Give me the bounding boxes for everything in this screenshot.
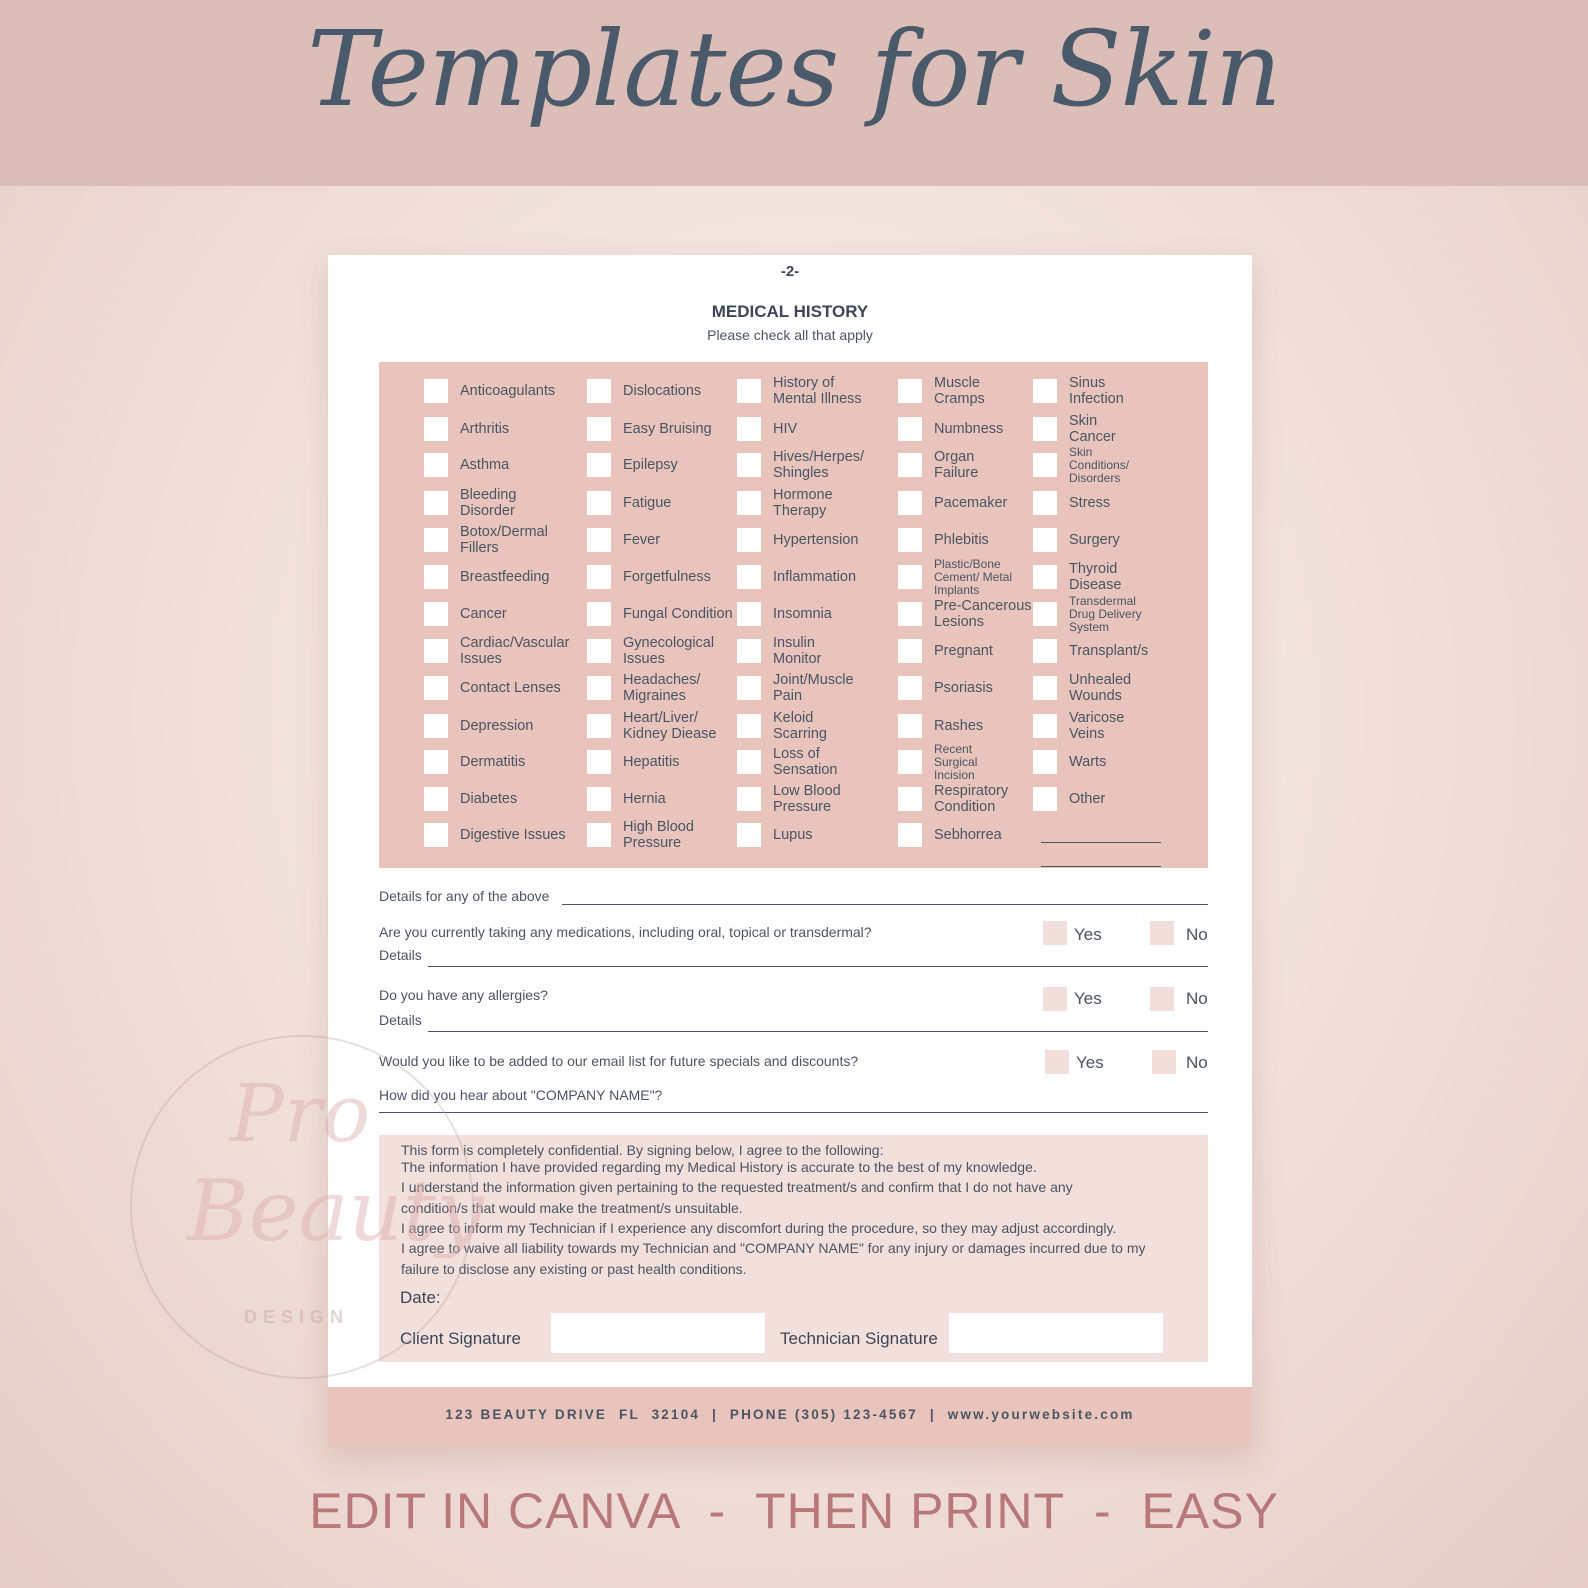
condition-label: HIV — [773, 421, 798, 437]
medications-yes-label: Yes — [1074, 925, 1102, 944]
condition-checkbox[interactable] — [1033, 379, 1057, 403]
condition-label: Hernia — [623, 791, 666, 807]
condition-checkbox[interactable] — [424, 787, 448, 811]
condition-label: Organ Failure — [934, 449, 979, 481]
email-yes-checkbox[interactable] — [1045, 1050, 1069, 1074]
condition-label: Hepatitis — [623, 754, 680, 770]
condition-checkbox[interactable] — [1033, 528, 1057, 552]
condition-checkbox[interactable] — [737, 639, 761, 663]
condition-checkbox[interactable] — [1033, 491, 1057, 515]
medications-yes-checkbox[interactable] — [1043, 921, 1067, 945]
email-no-label: No — [1186, 1053, 1208, 1072]
condition-checkbox[interactable] — [587, 565, 611, 589]
date-label: Date: — [400, 1288, 441, 1307]
condition-label: Rashes — [934, 718, 984, 734]
condition-label: Loss of Sensation — [773, 746, 838, 778]
condition-checkbox[interactable] — [424, 602, 448, 626]
consent-line: I agree to inform my Technician if I experience any discomfort during the procedure, so they may adjust accordingly. — [401, 1220, 1117, 1236]
condition-label: Gynecological Issues — [623, 635, 715, 667]
medications-no-label: No — [1186, 925, 1208, 944]
condition-checkbox[interactable] — [898, 639, 922, 663]
condition-label: Forgetfulness — [623, 569, 711, 585]
details-any-line[interactable] — [562, 904, 1208, 905]
condition-label: Skin Cancer — [1069, 413, 1116, 445]
condition-checkbox[interactable] — [424, 823, 448, 847]
other-write-line-2[interactable] — [1041, 866, 1161, 867]
allergies-yes-checkbox[interactable] — [1043, 987, 1067, 1011]
condition-label: Joint/Muscle Pain — [773, 672, 854, 704]
condition-checkbox[interactable] — [1033, 714, 1057, 738]
banner-title: Templates for Skin — [307, 8, 1281, 130]
top-banner — [0, 0, 1588, 186]
condition-label: Fatigue — [623, 495, 672, 511]
allergies-details-label: Details — [379, 1012, 422, 1028]
details-any-label: Details for any of the above — [379, 888, 550, 904]
condition-label: Hypertension — [773, 532, 859, 548]
condition-checkbox[interactable] — [587, 491, 611, 515]
consent-line: This form is completely confidential. By signing below, I agree to the following: — [401, 1142, 884, 1158]
condition-label: Other — [1069, 791, 1106, 807]
condition-checkbox[interactable] — [587, 528, 611, 552]
condition-checkbox[interactable] — [424, 453, 448, 477]
consent-line: condition/s that would make the treatment/s unsuitable. — [401, 1200, 743, 1216]
condition-checkbox[interactable] — [1033, 453, 1057, 477]
condition-label: Arthritis — [460, 421, 510, 437]
condition-label: Varicose Veins — [1069, 710, 1125, 742]
referral-line[interactable] — [379, 1112, 1208, 1113]
condition-checkbox[interactable] — [424, 417, 448, 441]
condition-label: Dislocations — [623, 383, 702, 399]
condition-checkbox[interactable] — [424, 565, 448, 589]
condition-label: Low Blood Pressure — [773, 783, 841, 815]
condition-checkbox[interactable] — [424, 714, 448, 738]
condition-checkbox[interactable] — [898, 453, 922, 477]
condition-label: Unhealed Wounds — [1069, 672, 1132, 704]
condition-label: Heart/Liver/ Kidney Diease — [623, 710, 717, 742]
section-subtitle: Please check all that apply — [707, 327, 873, 343]
condition-checkbox[interactable] — [587, 823, 611, 847]
page-number: -2- — [780, 263, 800, 280]
consent-line: The information I have provided regarding my Medical History is accurate to the best of my knowledge. — [401, 1159, 1037, 1175]
condition-label: Easy Bruising — [623, 421, 712, 437]
condition-checkbox[interactable] — [587, 750, 611, 774]
condition-checkbox[interactable] — [898, 491, 922, 515]
condition-checkbox[interactable] — [898, 787, 922, 811]
condition-checkbox[interactable] — [424, 491, 448, 515]
condition-label: Asthma — [460, 457, 510, 473]
conditions-checklist — [379, 362, 1208, 868]
condition-checkbox[interactable] — [587, 639, 611, 663]
condition-checkbox[interactable] — [898, 750, 922, 774]
condition-checkbox[interactable] — [737, 602, 761, 626]
condition-label: Digestive Issues — [460, 827, 566, 843]
condition-label: Respiratory Condition — [934, 783, 1009, 815]
condition-label: Breastfeeding — [460, 569, 550, 585]
condition-label: Muscle Cramps — [934, 375, 985, 407]
condition-checkbox[interactable] — [424, 528, 448, 552]
condition-checkbox[interactable] — [587, 602, 611, 626]
condition-label: Fever — [623, 532, 661, 548]
footer-bar — [328, 1387, 1252, 1447]
section-title: MEDICAL HISTORY — [711, 302, 869, 321]
consent-line: I agree to waive all liability towards my Technician and "COMPANY NAME" for any injury or damages incurred due to my — [401, 1240, 1146, 1256]
allergies-no-label: No — [1186, 989, 1208, 1008]
allergies-no-checkbox[interactable] — [1150, 987, 1174, 1011]
condition-checkbox[interactable] — [587, 417, 611, 441]
condition-checkbox[interactable] — [737, 676, 761, 700]
condition-checkbox[interactable] — [737, 750, 761, 774]
medications-no-checkbox[interactable] — [1150, 921, 1174, 945]
condition-label: Lupus — [773, 827, 813, 843]
other-write-line-1[interactable] — [1041, 842, 1161, 843]
client-signature-label: Client Signature — [400, 1329, 521, 1348]
medications-details-label: Details — [379, 947, 422, 963]
condition-label: Dermatitis — [460, 754, 526, 770]
condition-checkbox[interactable] — [587, 379, 611, 403]
condition-label: Headaches/ Migraines — [623, 672, 701, 704]
condition-label: Botox/Dermal Fillers — [460, 524, 548, 556]
condition-label: Transdermal Drug Delivery System — [1069, 593, 1142, 634]
medications-question: Are you currently taking any medications, including oral, topical or transdermal? — [379, 924, 872, 940]
watermark-logo — [130, 1035, 484, 1379]
consent-line: failure to disclose any existing or past health conditions. — [401, 1261, 747, 1277]
client-signature-field[interactable] — [551, 1313, 765, 1353]
condition-checkbox[interactable] — [424, 676, 448, 700]
condition-label: Depression — [460, 718, 534, 734]
condition-label: Sinus Infection — [1069, 375, 1124, 407]
condition-checkbox[interactable] — [424, 750, 448, 774]
condition-label: Contact Lenses — [460, 680, 561, 696]
condition-checkbox[interactable] — [587, 676, 611, 700]
condition-label: Inflammation — [773, 569, 857, 585]
condition-label: Stress — [1069, 495, 1111, 511]
condition-checkbox[interactable] — [1033, 676, 1057, 700]
referral-question: How did you hear about "COMPANY NAME"? — [379, 1087, 663, 1103]
condition-label: Pregnant — [934, 643, 993, 659]
condition-label: Phlebitis — [934, 532, 989, 548]
watermark-word: Pro — [230, 1067, 371, 1160]
technician-signature-label: Technician Signature — [780, 1329, 938, 1348]
condition-checkbox[interactable] — [737, 565, 761, 589]
condition-label: Skin Conditions/ Disorders — [1069, 444, 1130, 485]
condition-checkbox[interactable] — [587, 714, 611, 738]
condition-label: Surgery — [1069, 532, 1120, 548]
watermark-word: Beauty — [187, 1162, 484, 1260]
condition-checkbox[interactable] — [1033, 602, 1057, 626]
medications-details-line[interactable] — [428, 966, 1208, 967]
condition-label: High Blood Pressure — [623, 819, 694, 851]
allergies-details-line[interactable] — [428, 1031, 1208, 1032]
condition-checkbox[interactable] — [737, 417, 761, 441]
condition-checkbox[interactable] — [1033, 565, 1057, 589]
condition-label: Hives/Herpes/ Shingles — [773, 449, 865, 481]
consent-line: I understand the information given pertaining to the requested treatment/s and confirm that I do not have any — [401, 1179, 1073, 1195]
condition-checkbox[interactable] — [424, 379, 448, 403]
condition-checkbox[interactable] — [737, 787, 761, 811]
condition-label: Fungal Condition — [623, 606, 733, 622]
condition-label: Pre-Cancerous Lesions — [934, 598, 1032, 630]
email-no-checkbox[interactable] — [1152, 1050, 1176, 1074]
condition-checkbox[interactable] — [898, 714, 922, 738]
email-question: Would you like to be added to our email list for future specials and discounts? — [379, 1053, 859, 1069]
condition-label: History of Mental Illness — [773, 375, 862, 407]
condition-label: Diabetes — [460, 791, 518, 807]
condition-label: Cancer — [460, 606, 507, 622]
condition-checkbox[interactable] — [1033, 787, 1057, 811]
condition-checkbox[interactable] — [587, 787, 611, 811]
consent-box — [379, 1135, 1208, 1362]
condition-checkbox[interactable] — [898, 565, 922, 589]
condition-label: Warts — [1069, 754, 1107, 770]
condition-label: Sebhorrea — [934, 827, 1002, 843]
footer-contact: 123 BEAUTY DRIVE FL 32104 | PHONE (305) 123-4567 | www.yourwebsite.com — [445, 1407, 1135, 1422]
allergies-yes-label: Yes — [1074, 989, 1102, 1008]
condition-label: Epilepsy — [623, 457, 678, 473]
condition-label: Transplant/s — [1069, 643, 1149, 659]
condition-label: Hormone Therapy — [773, 487, 833, 519]
technician-signature-field[interactable] — [949, 1313, 1163, 1353]
condition-label: Cardiac/Vascular Issues — [460, 635, 570, 667]
condition-label: Numbness — [934, 421, 1004, 437]
condition-label: Anticoagulants — [460, 383, 556, 399]
condition-checkbox[interactable] — [898, 823, 922, 847]
condition-checkbox[interactable] — [424, 639, 448, 663]
condition-label: Plastic/Bone Cement/ Metal Implants — [934, 556, 1013, 597]
condition-checkbox[interactable] — [1033, 417, 1057, 441]
condition-label: Recent Surgical Incision — [934, 741, 978, 782]
condition-checkbox[interactable] — [737, 453, 761, 477]
condition-checkbox[interactable] — [898, 379, 922, 403]
condition-checkbox[interactable] — [898, 417, 922, 441]
condition-checkbox[interactable] — [737, 714, 761, 738]
condition-label: Bleeding Disorder — [460, 487, 517, 519]
condition-checkbox[interactable] — [1033, 750, 1057, 774]
condition-checkbox[interactable] — [737, 823, 761, 847]
condition-label: Psoriasis — [934, 680, 993, 696]
bottom-caption: EDIT IN CANVA - THEN PRINT - EASY — [309, 1483, 1279, 1539]
condition-checkbox[interactable] — [898, 602, 922, 626]
condition-checkbox[interactable] — [737, 491, 761, 515]
condition-label: Pacemaker — [934, 495, 1008, 511]
condition-label: Keloid Scarring — [773, 710, 827, 742]
condition-checkbox[interactable] — [1033, 639, 1057, 663]
condition-checkbox[interactable] — [737, 528, 761, 552]
watermark-small: DESIGN — [244, 1307, 350, 1327]
email-yes-label: Yes — [1076, 1053, 1104, 1072]
condition-label: Thyroid Disease — [1069, 561, 1122, 593]
condition-checkbox[interactable] — [737, 379, 761, 403]
condition-checkbox[interactable] — [587, 453, 611, 477]
condition-checkbox[interactable] — [898, 528, 922, 552]
form-page — [328, 255, 1252, 1447]
condition-label: Insulin Monitor — [773, 635, 822, 667]
condition-label: Insomnia — [773, 606, 832, 622]
allergies-question: Do you have any allergies? — [379, 987, 548, 1003]
condition-checkbox[interactable] — [898, 676, 922, 700]
